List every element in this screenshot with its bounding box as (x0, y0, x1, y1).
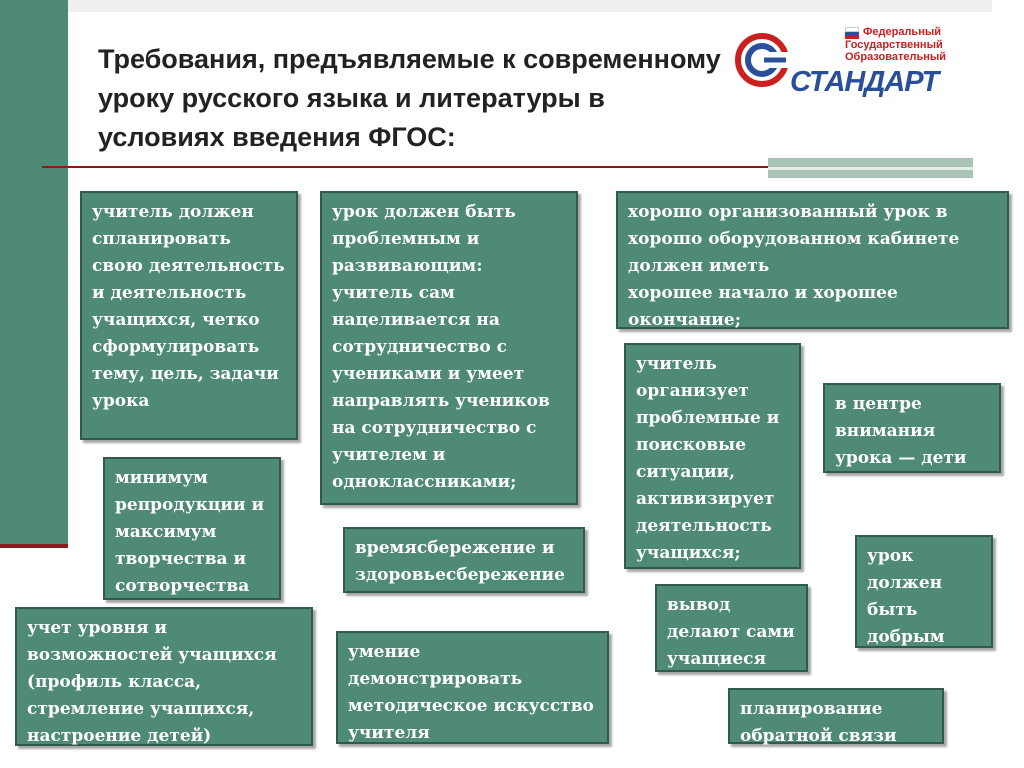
left-decor-band (0, 0, 68, 546)
logo-line-1: Федеральный (863, 26, 941, 38)
title-underline-band-stripe (768, 167, 973, 170)
slide-title: Требования, предъявляемые к современному уроку русского языка и литературы в условиях введения ФГОС: (98, 44, 721, 152)
requirement-card-kind-lesson: урок должен быть добрым (855, 535, 993, 648)
title-underline (42, 166, 772, 168)
requirement-card-methodology: умение демонстрировать методическое искусство учителя (336, 631, 609, 744)
requirement-card-children-focus: в центре внимания урока — дети (823, 383, 1001, 473)
requirement-card-organized-lesson: хорошо организованный урок в хорошо оборудованном кабинете должен иметь хорошее начало и хорошее окончание; (616, 191, 1009, 329)
logo-line-3: Образовательный (845, 51, 947, 63)
logo-line-2: Государственный (845, 38, 943, 51)
requirement-card-feedback: планирование обратной связи (728, 688, 944, 744)
logo-caption (845, 26, 975, 64)
logo-wordmark: СТАНДАРТ (790, 66, 939, 98)
requirement-card-student-level: учет уровня и возможностей учащихся (профиль класса, стремление учащихся, настроение детей) (15, 607, 313, 746)
requirement-card-creativity: минимум репродукции и максимум творчества и сотворчества (103, 457, 281, 600)
left-decor-line (0, 544, 68, 548)
requirement-card-conclusion: вывод делают сами учащиеся (655, 584, 808, 672)
top-decor-band (68, 0, 992, 12)
requirement-card-problem-lesson: урок должен быть проблемным и развивающим: учитель сам нацеливается на сотрудничество с учениками и умеет направлять учеников на сотрудничество с учителем и одноклассниками; (320, 191, 578, 505)
requirement-card-plan: учитель должен спланировать свою деятельность и деятельность учащихся, четко сформулировать тему, цель, задачи урока (80, 191, 298, 440)
requirement-card-search-situations: учитель организует проблемные и поисковые ситуации, активизирует деятельность учащихся; (624, 343, 801, 569)
requirement-card-time-health: времясбережение и здоровьесбережение (343, 527, 585, 593)
